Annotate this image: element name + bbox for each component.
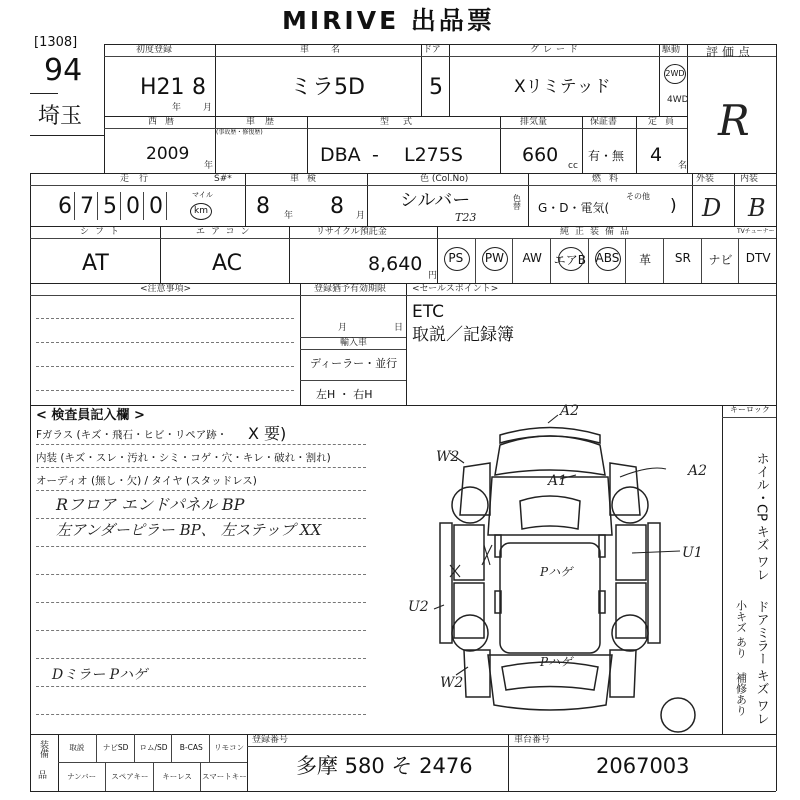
year-unit: 年 — [172, 103, 182, 113]
fuel-label: 燃料 — [592, 174, 627, 184]
mileage-digit-3: 5 — [103, 194, 117, 219]
equipment-item — [475, 238, 514, 283]
bottom-equip-cell: 取説 — [69, 743, 85, 752]
side-note-1: ホイル・CP キズ ワレ — [753, 452, 769, 582]
equipment-item-label: PS — [448, 251, 464, 265]
glass-mark: X 要) — [248, 424, 287, 443]
equipment-item-label: PW — [484, 251, 505, 265]
equipment-item — [550, 238, 589, 283]
shift-label: シフト — [80, 227, 126, 237]
inspector-note-2: 左アンダーピラー BP、 左ステップ XX — [56, 521, 322, 539]
western-year-label: 西暦 — [148, 117, 183, 127]
bottom-equip-cell: キーレス — [153, 762, 201, 791]
bottom-equip-top-row — [58, 734, 247, 762]
damage-w2-bottom: W2 — [440, 675, 464, 691]
year-western: 2009 — [146, 144, 190, 164]
recycle-label: リサイクル預託金 — [316, 227, 387, 237]
fuel-close: ) — [670, 196, 677, 216]
capacity-value: 4 — [650, 144, 663, 166]
history-label: 車歴 — [246, 117, 285, 127]
bottom-equip-cell: ナビSD — [96, 734, 135, 762]
first-reg-label: 初度登録 — [136, 45, 173, 55]
person-unit: 名 — [678, 161, 688, 171]
mileage-label: 走行 — [120, 174, 159, 184]
mileage-digit-2: 7 — [80, 194, 94, 219]
side-note-3: 小キズ あり — [734, 600, 748, 659]
side-note-4: 補修あり — [734, 672, 748, 716]
sales-label: <セールスポイント> — [412, 284, 499, 294]
model-prefix: DBA — [320, 144, 361, 166]
drive-2wd: 2WD — [664, 64, 686, 84]
equipment-item-label: 革 — [639, 253, 652, 267]
history-sub: (事故歴・修復歴) — [216, 129, 263, 136]
dealer-import: ディーラー・並行 — [310, 357, 398, 370]
equipment-row — [437, 238, 776, 283]
reg-number-label: 登録番号 — [252, 735, 289, 745]
region: 埼玉 — [38, 104, 83, 129]
equipment-circle-mark — [482, 247, 508, 271]
capacity-label: 定員 — [648, 117, 683, 127]
car-name-label: 車名 — [300, 45, 363, 55]
side-note-2: ドアミラー キズ ワレ — [753, 600, 769, 726]
color-value: シルバー — [400, 190, 471, 211]
first-reg-era: H21 — [140, 75, 185, 100]
chassis-number: 2067003 — [596, 754, 690, 778]
damage-a1: A1 — [548, 473, 568, 489]
equipment-item-label: ABS — [595, 251, 620, 265]
eval-score: R — [718, 96, 750, 145]
equipment-item — [588, 238, 627, 283]
model-label: 型式 — [380, 117, 427, 127]
color-code: T23 — [455, 211, 477, 224]
bottom-equip-cell: B-CAS — [171, 734, 210, 762]
lot-number: 94 — [44, 53, 83, 88]
equipment-circle-mark — [595, 247, 621, 271]
inspector-note-1: Rフロア エンドパネル BP — [56, 495, 245, 514]
car-name: ミラ5D — [290, 75, 365, 100]
inspection-year-unit: 年 — [284, 211, 294, 221]
damage-phage-2: Pハゲ — [540, 655, 573, 669]
inspection-month-unit: 月 — [356, 211, 366, 221]
keylock-label: キーロック — [730, 405, 770, 414]
cc-unit: cc — [568, 161, 578, 171]
bottom-equip-cell: ナンバー — [67, 772, 97, 781]
equipment-item-label: DTV — [745, 251, 771, 265]
inspector-note-3: Dミラー Pハゲ — [52, 667, 148, 683]
inspection-label: 車検 — [290, 174, 325, 184]
mile-unit: マイル — [192, 191, 213, 199]
damage-phage-1: Pハゲ — [540, 565, 573, 579]
equipment-item — [701, 238, 740, 283]
bottom-equip-cell: スペアキー — [105, 762, 153, 791]
bottom-equip-label-1: 装備 — [38, 740, 48, 758]
displacement: 660 — [522, 144, 559, 166]
aircon-label: エアコン — [196, 227, 256, 237]
tuner-label: TVチューナー — [737, 228, 775, 235]
grade: Xリミテッド — [514, 77, 611, 97]
registration-number: 多摩 580 そ 2476 — [296, 754, 473, 778]
grade-label: グレード — [530, 45, 583, 55]
damage-u1: U1 — [682, 545, 703, 561]
color-label: 色 (Col.No) — [420, 174, 469, 184]
equipment-item — [437, 238, 475, 283]
doors-label: ドア — [423, 45, 441, 55]
chassis-label: 車台番号 — [514, 735, 551, 745]
mileage-digit-5: 0 — [149, 194, 163, 219]
recycle-value: 8,640 — [368, 253, 423, 275]
steering-side: 左H ・ 右H — [316, 388, 373, 401]
mileage-digit-1: 6 — [58, 194, 72, 219]
drive-4wd: 4WD — [667, 95, 689, 105]
first-reg-month: 8 — [192, 75, 206, 100]
drive-label: 駆動 — [662, 45, 681, 55]
equipment-item-label: エアB — [553, 253, 586, 267]
equipment-item — [512, 238, 551, 283]
interior-score: B — [748, 194, 766, 222]
fuel-other: その他 — [626, 192, 650, 201]
equipment-label: 純正装備品 — [560, 227, 636, 237]
damage-w2-top: W2 — [436, 449, 460, 465]
equipment-circle-mark — [558, 247, 584, 271]
reg-expiry-label: 登録猶予有効期限 — [314, 284, 387, 294]
year-unit-2: 年 — [204, 161, 214, 171]
door-count: 5 — [429, 75, 443, 100]
warranty-label: 保証書 — [590, 117, 618, 127]
mileage-digit-4: 0 — [126, 194, 140, 219]
interior-label: 内装 — [740, 174, 759, 184]
bottom-equip-cell: リモコン — [209, 734, 248, 762]
aircon-value: AC — [212, 251, 243, 276]
inspector-label: < 検査員記入欄 > — [36, 408, 145, 423]
equipment-item — [663, 238, 702, 283]
shift-value: AT — [82, 251, 109, 276]
yen-unit: 円 — [428, 271, 438, 281]
month-unit: 月 — [203, 103, 213, 113]
cc-label: 排気量 — [520, 117, 548, 127]
bottom-equip-bottom-row — [58, 762, 247, 791]
inspection-year: 8 — [256, 194, 270, 219]
meter-label: S#* — [214, 174, 232, 184]
audio-line: オーディオ (無し・欠) / タイヤ (スタッドレス) — [36, 475, 257, 487]
equipment-item — [625, 238, 664, 283]
inspection-month: 8 — [330, 194, 344, 219]
damage-u2: U2 — [408, 599, 429, 615]
sales-point-2: 取説／記録簿 — [412, 325, 514, 345]
bottom-equip-cell: スマートキー — [200, 762, 248, 791]
equipment-circle-mark — [444, 247, 470, 271]
bottom-equip-label-2: 品 — [38, 771, 48, 781]
interior-line: 内装 (キズ・スレ・汚れ・シミ・コゲ・穴・キレ・破れ・割れ) — [36, 452, 331, 464]
eval-label: 評価点 — [706, 45, 755, 59]
model-code: L275S — [404, 144, 463, 166]
fuel-value: G・D・電気( — [538, 201, 610, 215]
equipment-item-label: AW — [522, 251, 542, 265]
damage-a2-right: A2 — [688, 463, 708, 479]
damage-a2-top: A2 — [560, 403, 580, 419]
glass-line: Fガラス (キズ・飛石・ヒビ・リペア跡・ — [36, 429, 228, 441]
color-change-label: 色替 — [512, 194, 522, 210]
form-title: MIRIVE 出品票 — [282, 6, 495, 35]
notes-label: <注意事項> — [140, 284, 192, 294]
equipment-item-label: SR — [674, 251, 691, 265]
exterior-label: 外装 — [696, 174, 715, 184]
import-label: 輸入車 — [340, 338, 368, 348]
model-dash: - — [372, 144, 379, 166]
equipment-item — [738, 238, 777, 283]
bottom-equip-cell: ロム/SD — [134, 734, 173, 762]
reg-month-unit: 月 — [338, 323, 348, 333]
lot-code: [1308] — [34, 35, 78, 50]
exterior-score: D — [702, 194, 722, 222]
mileage-unit: km — [190, 203, 212, 220]
reg-day-unit: 日 — [394, 323, 404, 333]
sales-point-1: ETC — [412, 302, 444, 322]
warranty-value: 有・無 — [588, 149, 625, 163]
equipment-item-label: ナビ — [708, 253, 733, 267]
